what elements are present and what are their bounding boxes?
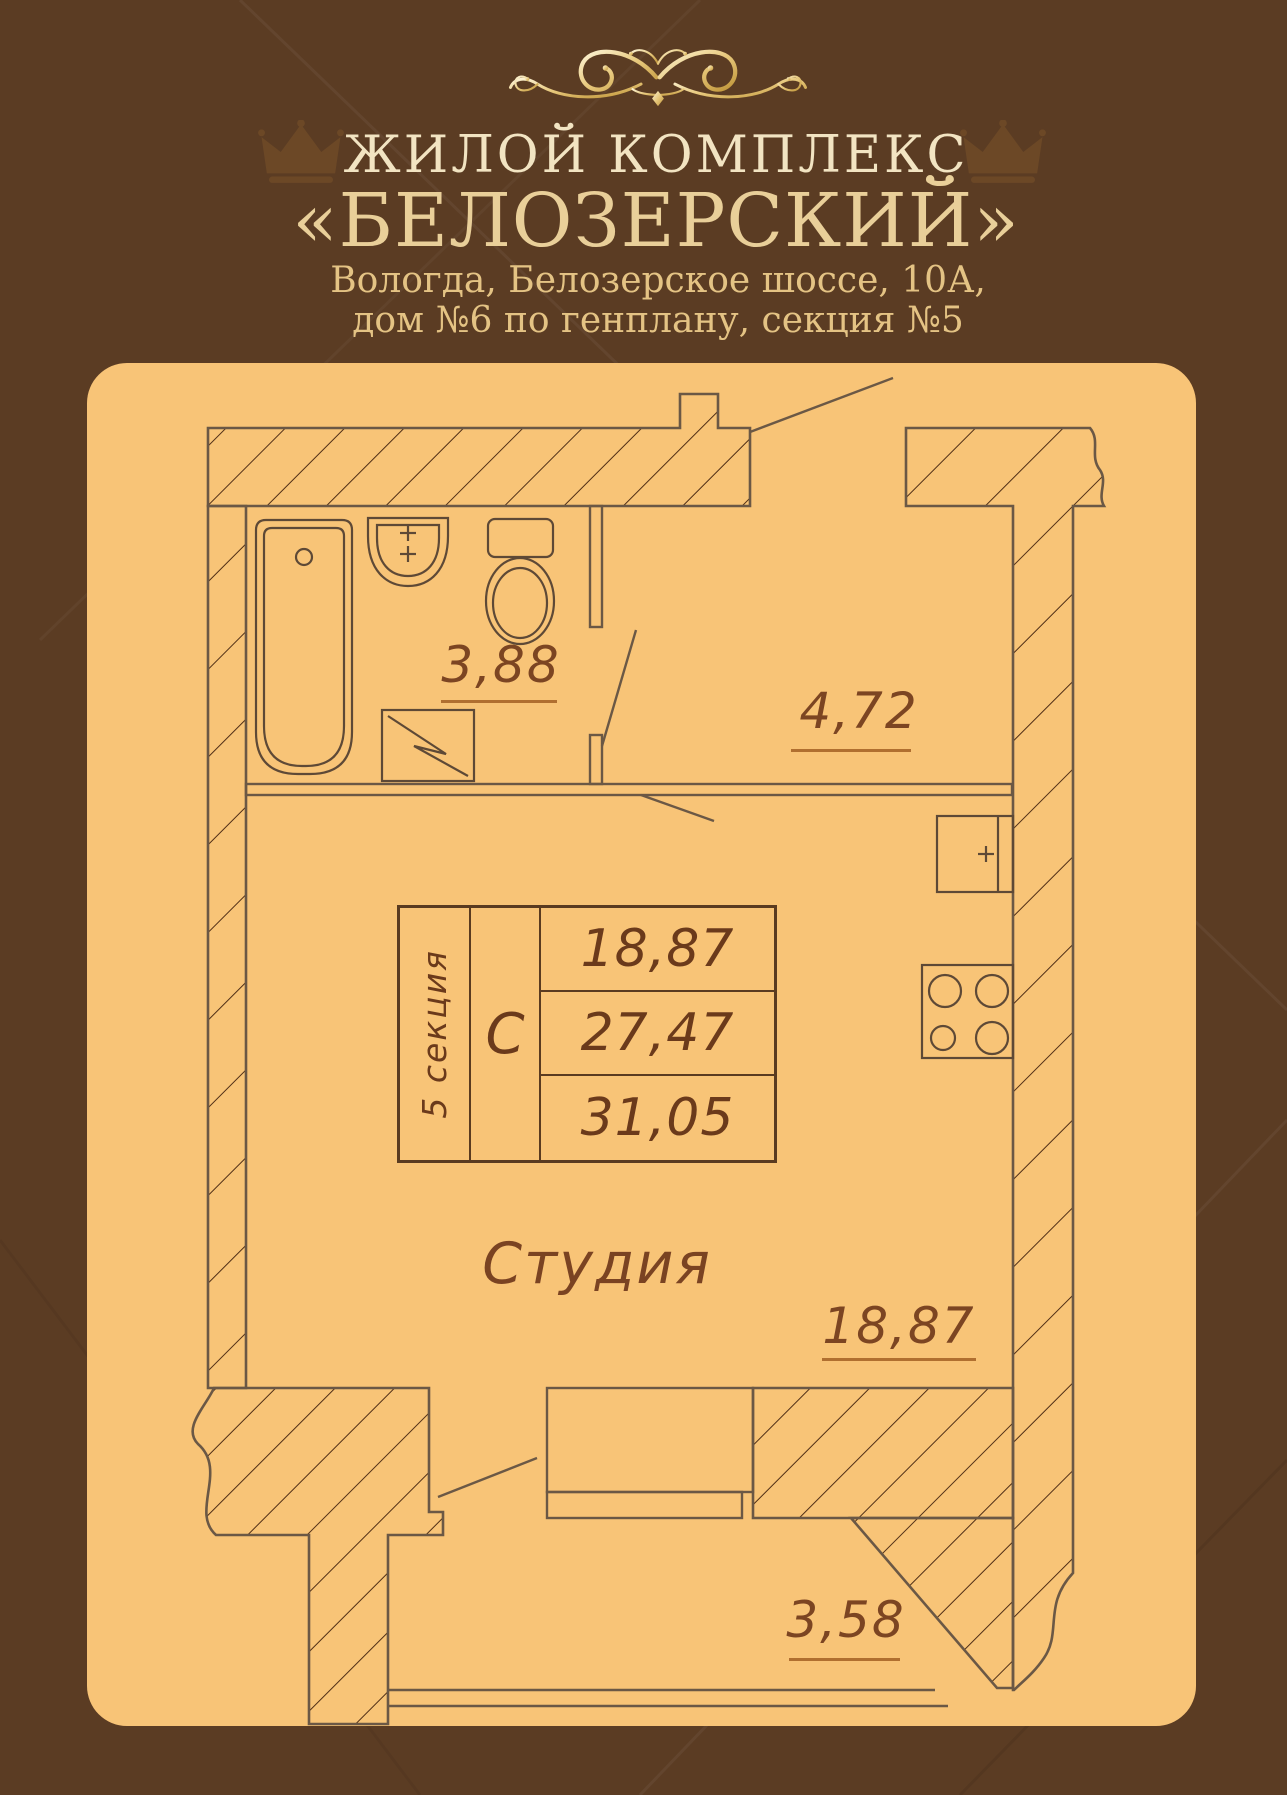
balcony-window-sill [547, 1492, 742, 1518]
total-area-value: 31,05 [580, 1088, 735, 1148]
bathroom-wall-upper [590, 506, 602, 627]
complex-name-title: «БЕЛОЗЕРСКИЙ» [292, 178, 1020, 264]
stove-icon [922, 965, 1013, 1058]
balcony-area-label: 3,58 [786, 1591, 906, 1649]
underline [822, 1358, 976, 1361]
underline [441, 700, 557, 703]
wall-bottom-left [193, 1388, 443, 1724]
section-label: 5 секция [415, 949, 454, 1119]
hall-area-label: 4,72 [799, 682, 919, 740]
bathroom-wall-lower [590, 735, 602, 784]
bathroom-area-label: 3,88 [441, 636, 561, 694]
wall-left [208, 506, 246, 1388]
address-line-2: дом №6 по генплану, секция №5 [352, 300, 964, 341]
section-cell [400, 908, 471, 1160]
bathroom-door-leaf [602, 630, 636, 746]
sink-icon [368, 518, 448, 586]
kitchen-sink-icon [937, 816, 1013, 892]
balcony-window [547, 1388, 753, 1492]
underline [791, 749, 911, 752]
underline [789, 1658, 900, 1661]
washing-machine-icon [382, 710, 474, 781]
entrance-door-leaf [750, 378, 893, 432]
area-values-column [541, 908, 774, 1160]
type-cell [471, 908, 541, 1160]
bathtub-icon [256, 520, 352, 774]
room-area-label: 18,87 [822, 1297, 976, 1355]
apartment-area-value: 27,47 [541, 992, 774, 1076]
wall-bottom-right [753, 1388, 1013, 1518]
apartment-type-label: С [485, 1001, 525, 1067]
living-area-value: 18,87 [541, 908, 774, 992]
complex-type-title: ЖИЛОЙ КОМПЛЕКС [343, 126, 969, 185]
apartment-info-table [397, 905, 777, 1163]
room-name-label: Студия [482, 1231, 712, 1297]
hall-partition [246, 784, 1012, 795]
address-line-1: Вологда, Белозерское шоссе, 10А, [330, 260, 986, 301]
toilet-icon [486, 519, 554, 644]
balcony-door-leaf [438, 1458, 537, 1497]
wall-top-left [208, 394, 750, 506]
hall-door-leaf [641, 795, 714, 821]
